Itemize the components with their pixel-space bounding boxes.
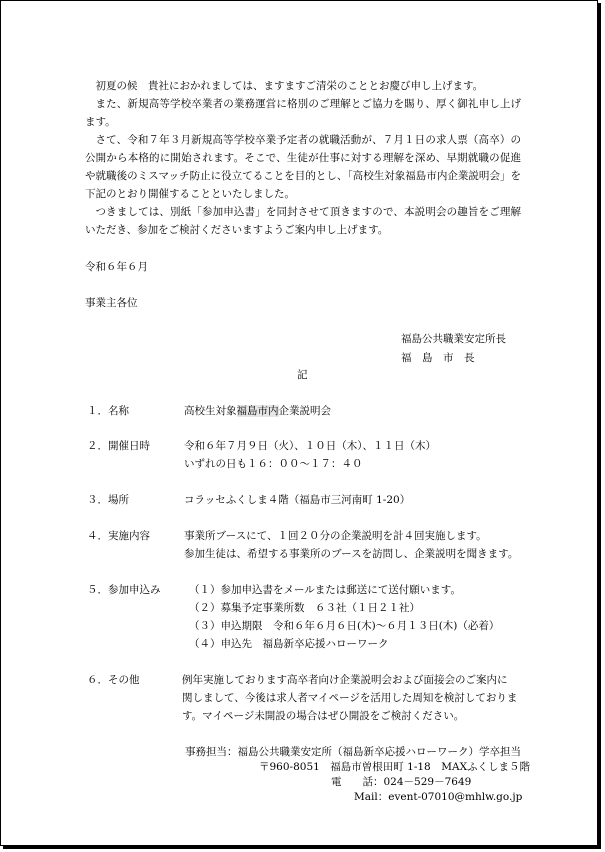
addressee: 事業主各位	[85, 297, 138, 309]
purpose-paragraph: さて、令和７年３月新規高等学校卒業予定者の就職活動が、７月１日の求人票（高卒）の公開から本格的に開始されます。そこで、生徒が仕事に対する理解を深め、早期就職の促進や就職後のミスマッチ防止に役立てることを目的とし、「高校生対象福島市内企業説明会」を下記のとおり開催することといたしました。	[85, 134, 521, 200]
contact-phone: 電 話：024－529－7649	[331, 776, 472, 788]
greeting-paragraph: 初夏の候 貴社におかれましては、ますますご清栄のこととお慶び申し上げます。	[95, 80, 484, 92]
item-apply-1: （１）参加申込書をメールまたは郵送にて送付願います。	[189, 584, 461, 596]
item-other-label: ６．その他	[87, 674, 140, 686]
ki-heading: 記	[297, 369, 308, 381]
contact-office: 事務担当：福島公共職業安定所（福島新卒応援ハローワーク）学卒担当	[185, 746, 521, 758]
thanks-paragraph: また、新規高等学校卒業者の業務運営に格別のご理解とご協力を賜り、厚く御礼申し上げます。	[85, 98, 521, 128]
contact-email: Mail：event-07010@mhlw.go.jp	[354, 791, 523, 803]
item-other-line2: 関しまして、今後は求人者マイページを活用した周知を検討しておりま	[182, 692, 518, 704]
issue-date: 令和６年６月	[85, 261, 148, 273]
item-content-line2: 参加生徒は、希望する事業所のブースを訪問し、企業説明を聞きます。	[184, 548, 519, 560]
item-date-label: ２．開催日時	[87, 440, 150, 452]
item-other-line3: す。マイページ未開設の場合はぜひ開設をご検討ください。	[182, 710, 465, 722]
sender-mayor: 福 島 市 長	[401, 352, 475, 364]
item-apply-4: （４）申込先 福島新卒応援ハローワーク	[189, 638, 389, 650]
item-place-label: ３．場所	[87, 494, 129, 506]
item-content-line1: 事業所ブースにて、１回２０分の企業説明を計４回実施します。	[184, 530, 487, 542]
event-name-highlight: 福島市内	[236, 405, 279, 417]
item-content-label: ４．実施内容	[87, 530, 150, 542]
item-name-label: １．名称	[87, 405, 129, 417]
item-apply-2: （２）募集予定事業所数 ６３社（１日２１社）	[189, 602, 420, 614]
item-place-value: コラッセふくしま４階（福島市三河南町 1-20）	[184, 494, 411, 506]
sender-employment-office: 福島公共職業安定所長	[401, 333, 506, 345]
event-name-suffix: 企業説明会	[278, 405, 331, 417]
item-apply-3: （３）申込期限 令和６年６月６日(木)～６月１３日(木)（必着）	[189, 620, 500, 632]
contact-address: 〒960-8051 福島市曽根田町 1-18 MAXふくしま５階	[259, 761, 531, 773]
item-name-value	[184, 403, 331, 419]
item-other-line1: 例年実施しております高卒者向け企業説明会および面接会のご案内に	[182, 674, 508, 686]
item-apply-label: ５．参加申込み	[87, 584, 161, 596]
event-name-prefix: 高校生対象	[184, 405, 237, 417]
item-date-line1: 令和６年７月９日（火）、１０日（木）、１１日（木）	[184, 440, 436, 452]
request-paragraph: つきましては、別紙「参加申込書」を同封させて頂きますので、本説明会の趣旨をご理解いただき、参加をご検討くださいますようご案内申し上げます。	[85, 206, 521, 236]
item-date-line2: いずれの日も１６：００～１７：４０	[184, 458, 363, 470]
